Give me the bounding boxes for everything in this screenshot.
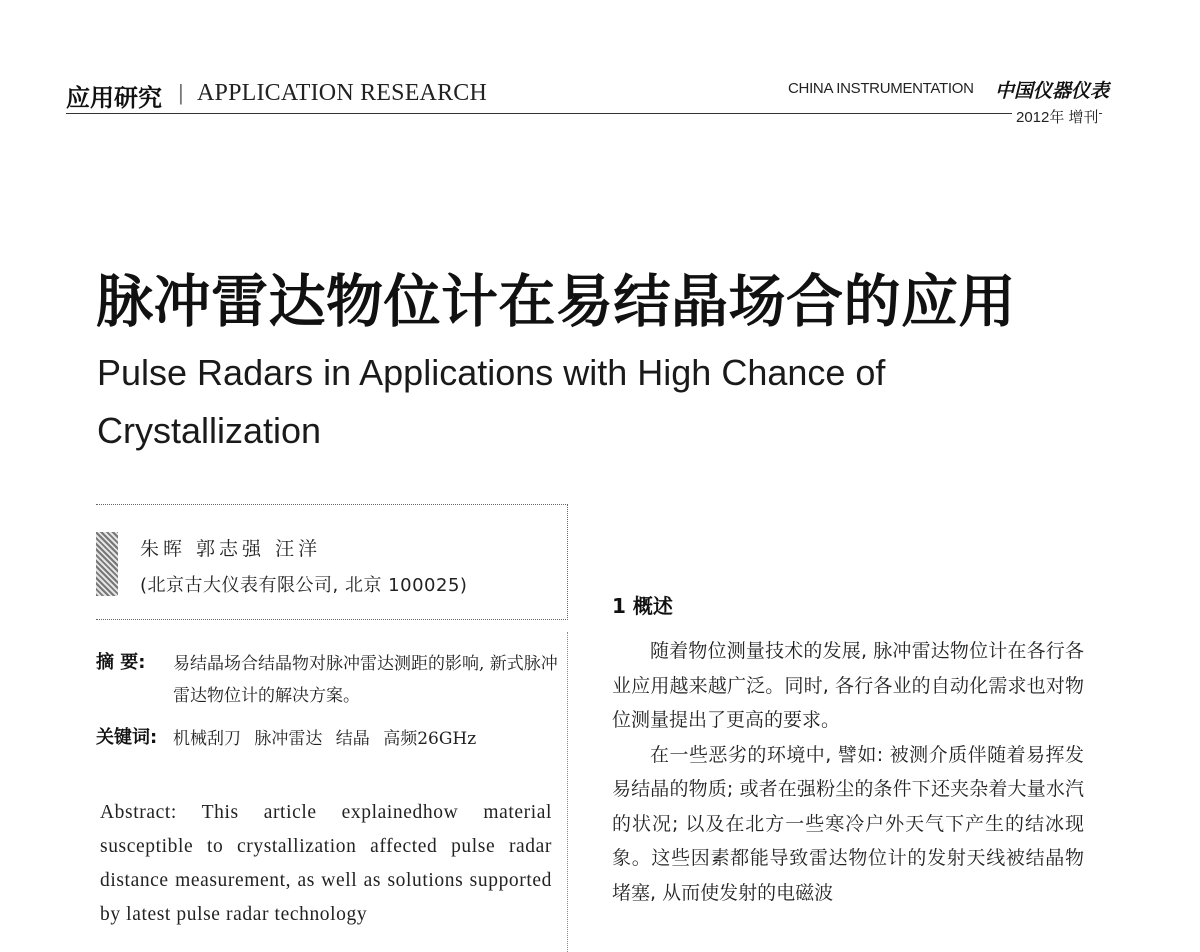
header-rule [66,113,1102,114]
abstract-cn-label: 摘 要: [96,652,146,673]
paragraph: 随着物位测量技术的发展, 脉冲雷达物位计在各行各业应用越来越广泛。同时, 各行各业的自动化需求也对物位测量提出了更高的要求。 [612,640,1084,731]
section-heading: 1 概述 [612,594,673,618]
section-label-cn: 应用研究 [66,84,162,112]
journal-name-en: CHINA INSTRUMENTATION [788,80,974,97]
article-title-cn: 脉冲雷达物位计在易结晶场合的应用 [96,269,1016,335]
paragraph: 在一些恶劣的环境中, 譬如: 被测介质伴随着易挥发易结晶的物质; 或者在强粉尘的条件下还夹杂着大量水汽的状况; 以及在北方一些寒冷户外天气下产生的结冰现象。这些因素都能导致雷达物位计的发射天线被结晶物堵塞, 从而使发射的电磁波 [612,743,1084,904]
keywords-label: 关键词: [96,727,158,748]
journal-name-cn: 中国仪器仪表 [995,80,1110,102]
column-divider [567,632,568,952]
journal-issue: 2012年 增刊 [1012,106,1099,127]
abstract-cn-text: 易结晶场合结晶物对脉冲雷达测距的影响, 新式脉冲雷达物位计的解决方案。 [173,654,558,706]
keywords-text: 机械刮刀 脉冲雷达 结晶 高频26GHz [173,729,477,749]
header-separator: | [178,80,184,105]
abstract-en: Abstract: This article explainedhow material susceptible to crystallization affected pulse radar distance measurement, as well as solutions supported by latest pulse radar technology [100,802,552,925]
author-names: 朱晖 郭志强 汪洋 [140,538,322,560]
section-body [612,634,1084,910]
author-box [96,504,568,620]
author-affiliation: (北京古大仪表有限公司, 北京 100025) [140,575,468,596]
article-title-en: Pulse Radars in Applications with High Chance of Crystallization [97,352,886,451]
section-label-en: APPLICATION RESEARCH [197,80,488,106]
author-marker-icon [96,532,118,596]
